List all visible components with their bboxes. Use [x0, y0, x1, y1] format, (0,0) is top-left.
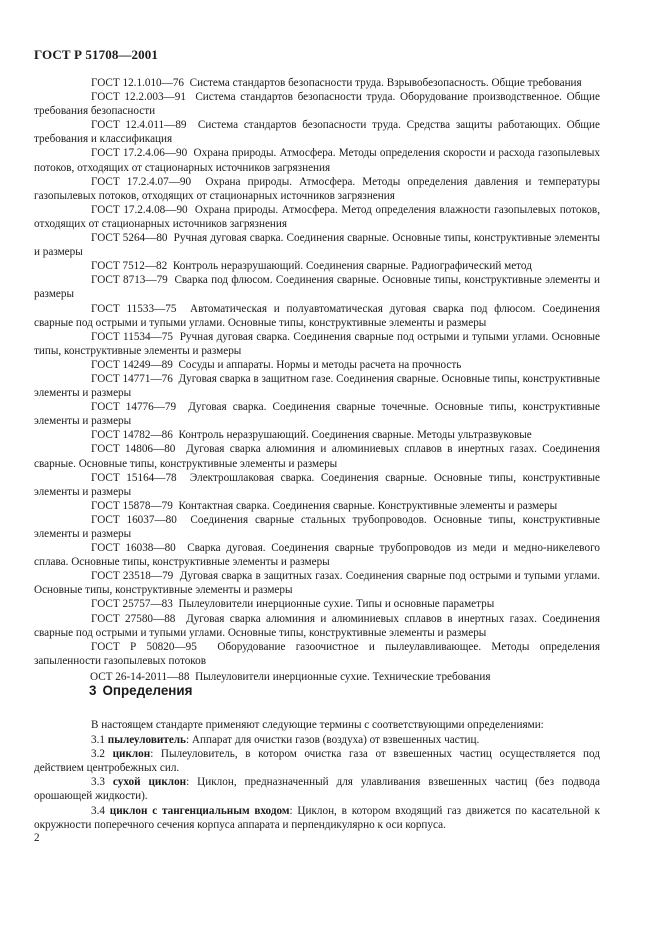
- reference-code: ГОСТ 11533—75: [91, 302, 177, 315]
- reference-code: ГОСТ 16038—80: [91, 542, 176, 555]
- reference-title: Дуговая сварка алюминия и алюминиевых сплавов в инертных газах. Соединения сварные. Основные типы, конструктивные элементы и размеры: [34, 443, 601, 470]
- definition-term: циклон с тангенциальным входом: [109, 804, 290, 817]
- reference-item: [34, 541, 600, 569]
- reference-title: Дуговая сварка в защитном газе. Соединения сварные. Основные типы, конструктивные элементы и размеры: [34, 372, 601, 400]
- reference-item: [34, 372, 600, 400]
- reference-item: [34, 442, 600, 470]
- reference-item: [34, 612, 600, 640]
- reference-title: Пылеуловители инерционные сухие. Технические требования: [195, 670, 491, 683]
- reference-item: [34, 146, 600, 174]
- definitions-intro: В настоящем стандарте применяют следующие термины с соответствующими определениями:: [91, 719, 544, 731]
- normative-references-list: [34, 76, 600, 684]
- section-heading: [89, 683, 192, 698]
- definition-number: 3.3: [91, 776, 105, 789]
- reference-item: [34, 302, 600, 330]
- reference-code: ГОСТ Р 50820—95: [91, 640, 197, 653]
- reference-item: [34, 273, 600, 301]
- definition-term: циклон: [112, 748, 151, 761]
- reference-title: Пылеуловители инерционные сухие. Типы и основные параметры: [178, 598, 495, 611]
- reference-title: Система стандартов безопасности труда. Взрывобезопасность. Общие требования: [189, 77, 582, 89]
- reference-code: ГОСТ 15878—79: [91, 499, 173, 512]
- reference-code: ГОСТ 17.2.4.06—90: [91, 147, 188, 160]
- reference-item: [34, 471, 600, 499]
- reference-item: [34, 76, 600, 90]
- reference-code: ГОСТ 14771—76: [91, 372, 173, 385]
- reference-title: Сварка под флюсом. Соединения сварные. Основные типы, конструктивные элементы и размеры: [34, 274, 601, 301]
- definition-item: [34, 775, 600, 803]
- definition-item: [34, 747, 600, 775]
- reference-item-ost: [34, 670, 600, 684]
- reference-title: Контроль неразрушающий. Соединения сварные. Методы ультразвуковые: [178, 429, 532, 442]
- reference-title: Система стандартов безопасности труда. Средства защиты работающих. Общие требования и классификация: [34, 119, 600, 146]
- reference-code: ГОСТ 14806—80: [91, 443, 176, 456]
- reference-item: [34, 231, 600, 259]
- reference-title: Ручная дуговая сварка. Соединения сварные. Основные типы, конструктивные элементы и размеры: [34, 232, 601, 259]
- reference-code: ГОСТ 16037—80: [91, 513, 177, 526]
- reference-code: ОСТ 26-14-2011—88: [90, 670, 190, 683]
- reference-item: [34, 428, 600, 442]
- reference-title: Сосуды и аппараты. Нормы и методы расчета на прочность: [178, 358, 462, 371]
- definition-number: 3.1: [91, 734, 105, 747]
- reference-item: [34, 358, 600, 372]
- reference-code: ГОСТ 23518—79: [91, 570, 174, 583]
- definition-number: 3.4: [91, 804, 105, 817]
- reference-item: [34, 640, 600, 668]
- reference-code: ГОСТ 12.1.010—76: [91, 77, 185, 89]
- reference-code: ГОСТ 17.2.4.08—90: [91, 203, 188, 216]
- reference-code: ГОСТ 27580—88: [91, 612, 176, 625]
- reference-title: Система стандартов безопасности труда. Оборудование производственное. Общие требования безопасности: [34, 91, 600, 118]
- reference-item: [34, 203, 600, 231]
- reference-item: [34, 597, 600, 611]
- reference-code: ГОСТ 8713—79: [91, 274, 168, 287]
- definitions-block: [34, 718, 600, 832]
- definition-text: : Пылеуловитель, в котором очистка газа от взвешенных частиц осуществляется под действием центробежных сил.: [34, 748, 600, 775]
- reference-title: Автоматическая и полуавтоматическая дуговая сварка под флюсом. Соединения сварные под острыми и тупыми углами. Основные типы, конструктивные элементы и размеры: [34, 302, 600, 329]
- reference-code: ГОСТ 12.2.003—91: [91, 91, 186, 104]
- reference-code: ГОСТ 11534—75: [91, 330, 173, 343]
- reference-code: ГОСТ 14782—86: [91, 429, 173, 442]
- reference-title: Оборудование газоочистное и пылеулавливающее. Методы определения запыленности газопылевых потоков: [34, 640, 600, 667]
- reference-item: [34, 330, 600, 358]
- reference-title: Охрана природы. Атмосфера. Методы определения скорости и расхода газопылевых потоков, отходящих от стационарных источников загрязнения: [34, 147, 601, 174]
- reference-title: Сварка дуговая. Соединения сварные трубопроводов из меди и медно-никелевого сплава. Основные типы, конструктивные элементы и размеры: [34, 542, 601, 569]
- reference-code: ГОСТ 7512—82: [91, 260, 168, 273]
- reference-item: [34, 118, 600, 146]
- section-number: 3: [89, 683, 97, 698]
- section-title: Определения: [102, 683, 193, 698]
- definition-item: [34, 733, 600, 747]
- reference-title: Дуговая сварка. Соединения сварные точечные. Основные типы, конструктивные элементы и размеры: [34, 401, 601, 428]
- definition-text: : Аппарат для очистки газов (воздуха) от взвешенных частиц.: [185, 734, 480, 747]
- definition-item: [34, 804, 600, 832]
- definition-number: 3.2: [91, 748, 105, 761]
- reference-code: ГОСТ 17.2.4.07—90: [91, 175, 192, 188]
- reference-item: [34, 569, 600, 597]
- definition-term: пылеуловитель: [107, 734, 186, 747]
- reference-title: Дуговая сварка алюминия и алюминиевых сплавов в инертных газах. Соединения сварные под острыми и тупыми углами. Основные типы, конструктивные элементы и размеры: [34, 612, 601, 639]
- reference-title: Соединения сварные стальных трубопроводов. Основные типы, конструктивные элементы и размеры: [34, 513, 601, 540]
- reference-title: Охрана природы. Атмосфера. Метод определения влажности газопылевых потоков, отходящих от стационарных источников загрязнения: [34, 203, 601, 230]
- reference-item: [34, 90, 600, 118]
- document-header: ГОСТ Р 51708—2001: [34, 47, 158, 62]
- definition-text: : Циклон, предназначенный для улавливания взвешенных частиц (без подвода орошающей жидкости).: [34, 776, 600, 803]
- reference-title: Дуговая сварка в защитных газах. Соединения сварные под острыми и тупыми углами. Основные типы, конструктивные элементы и размеры: [34, 570, 601, 597]
- reference-code: ГОСТ 25757—83: [91, 598, 173, 611]
- reference-code: ГОСТ 15164—78: [91, 471, 177, 484]
- reference-title: Охрана природы. Атмосфера. Методы определения давления и температуры газопылевых потоков, отходящих от стационарных источников загрязнения: [34, 175, 601, 202]
- reference-code: ГОСТ 12.4.011—89: [91, 119, 187, 132]
- reference-title: Контроль неразрушающий. Соединения сварные. Радиографический метод: [172, 260, 532, 273]
- reference-code: ГОСТ 14776—79: [91, 401, 177, 414]
- reference-item: [34, 175, 600, 203]
- reference-item: [34, 513, 600, 541]
- reference-item: [34, 400, 600, 428]
- reference-title: Контактная сварка. Соединения сварные. Конструктивные элементы и размеры: [178, 499, 558, 512]
- reference-title: Электрошлаковая сварка. Соединения сварные. Основные типы, конструктивные элементы и размеры: [34, 471, 601, 498]
- reference-item: [34, 259, 600, 273]
- reference-item: [34, 499, 600, 513]
- reference-code: ГОСТ 5264—80: [91, 232, 168, 245]
- definition-text: : Циклон, в котором входящий газ движется по касательной к окружности поперечного сечения корпуса аппарата и перпендикулярно к оси корпуса.: [34, 804, 601, 831]
- reference-title: Ручная дуговая сварка. Соединения сварные под острыми и тупыми углами. Основные типы, конструктивные элементы и размеры: [34, 330, 601, 357]
- page-number: 2: [34, 832, 40, 844]
- definition-term: сухой циклон: [112, 776, 187, 789]
- reference-code: ГОСТ 14249—89: [91, 358, 173, 371]
